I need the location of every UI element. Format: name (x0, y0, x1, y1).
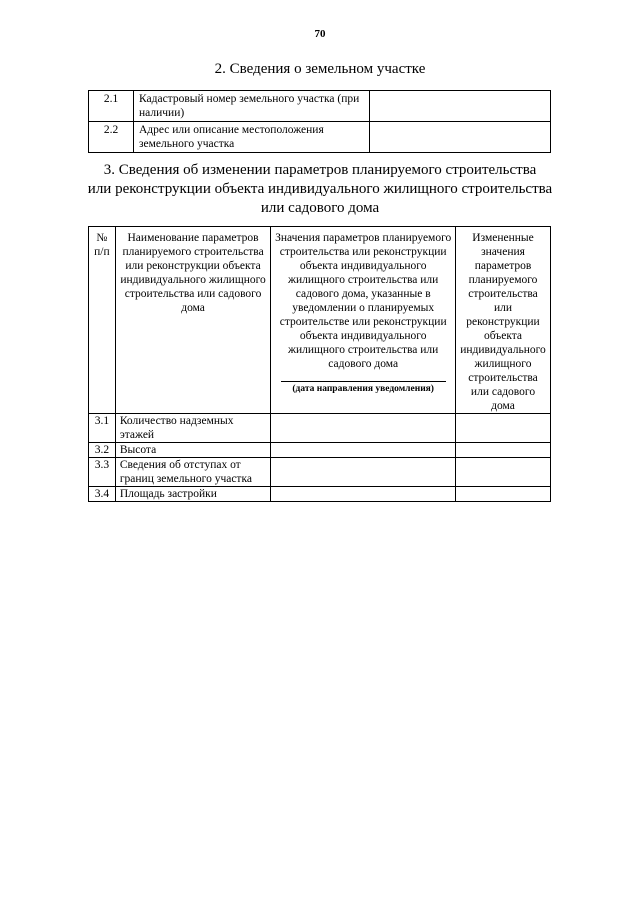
row-label: Высота (115, 443, 271, 458)
row-number: 3.3 (89, 458, 116, 487)
table-header-row (89, 227, 551, 414)
notified-value-cell[interactable] (271, 414, 456, 443)
section-3-title (0, 161, 640, 218)
header-number: № п/п (89, 227, 116, 414)
row-number: 3.1 (89, 414, 116, 443)
notified-value-cell[interactable] (271, 458, 456, 487)
row-label: Сведения об отступах от границ земельного участка (115, 458, 271, 487)
section-2-title: 2. Сведения о земельном участке (214, 61, 426, 77)
row-number: 2.1 (89, 91, 134, 122)
section-3-title-line: или реконструкции объекта индивидуального жилищного строительства (87, 181, 553, 197)
changed-value-cell[interactable] (456, 443, 551, 458)
notified-value-cell[interactable] (271, 443, 456, 458)
table-row (89, 91, 551, 122)
table-row (89, 414, 551, 443)
row-label: Кадастровый номер земельного участка (при наличии) (134, 91, 370, 122)
date-note: (дата направления уведомления) (281, 381, 446, 395)
page-number: 70 (314, 28, 326, 40)
changed-value-cell[interactable] (456, 487, 551, 502)
section-3-title-line: 3. Сведения об изменении параметров планируемого строительства (103, 162, 537, 178)
row-number: 3.2 (89, 443, 116, 458)
header-notified-values-text: Значения параметров планируемого строительства или реконструкции объекта индивидуального жилищного строительства или садового дома, указанные в уведомлении о планируемых строительстве или реконструкции объекта индивидуального жилищного строительства или садового дома (275, 232, 452, 370)
table-row (89, 443, 551, 458)
row-number: 2.2 (89, 122, 134, 153)
row-number: 3.4 (89, 487, 116, 502)
value-cell[interactable] (370, 91, 551, 122)
row-label: Площадь застройки (115, 487, 271, 502)
changed-value-cell[interactable] (456, 414, 551, 443)
changed-value-cell[interactable] (456, 458, 551, 487)
header-changed-values: Измененные значения параметров планируемого строительства или реконструкции объекта индивидуального жилищного строительства или садового дома (456, 227, 551, 414)
table-row (89, 487, 551, 502)
row-label: Количество надземных этажей (115, 414, 271, 443)
row-label: Адрес или описание местоположения земельного участка (134, 122, 370, 153)
value-cell[interactable] (370, 122, 551, 153)
table-row (89, 122, 551, 153)
header-notified-values (271, 227, 456, 414)
section-3-title-line: или садового дома (260, 200, 380, 216)
table-row (89, 458, 551, 487)
parameters-change-table (88, 226, 551, 502)
notified-value-cell[interactable] (271, 487, 456, 502)
header-parameter-name: Наименование параметров планируемого строительства или реконструкции объекта индивидуального жилищного строительства или садового дома (115, 227, 271, 414)
land-plot-table (88, 90, 551, 153)
